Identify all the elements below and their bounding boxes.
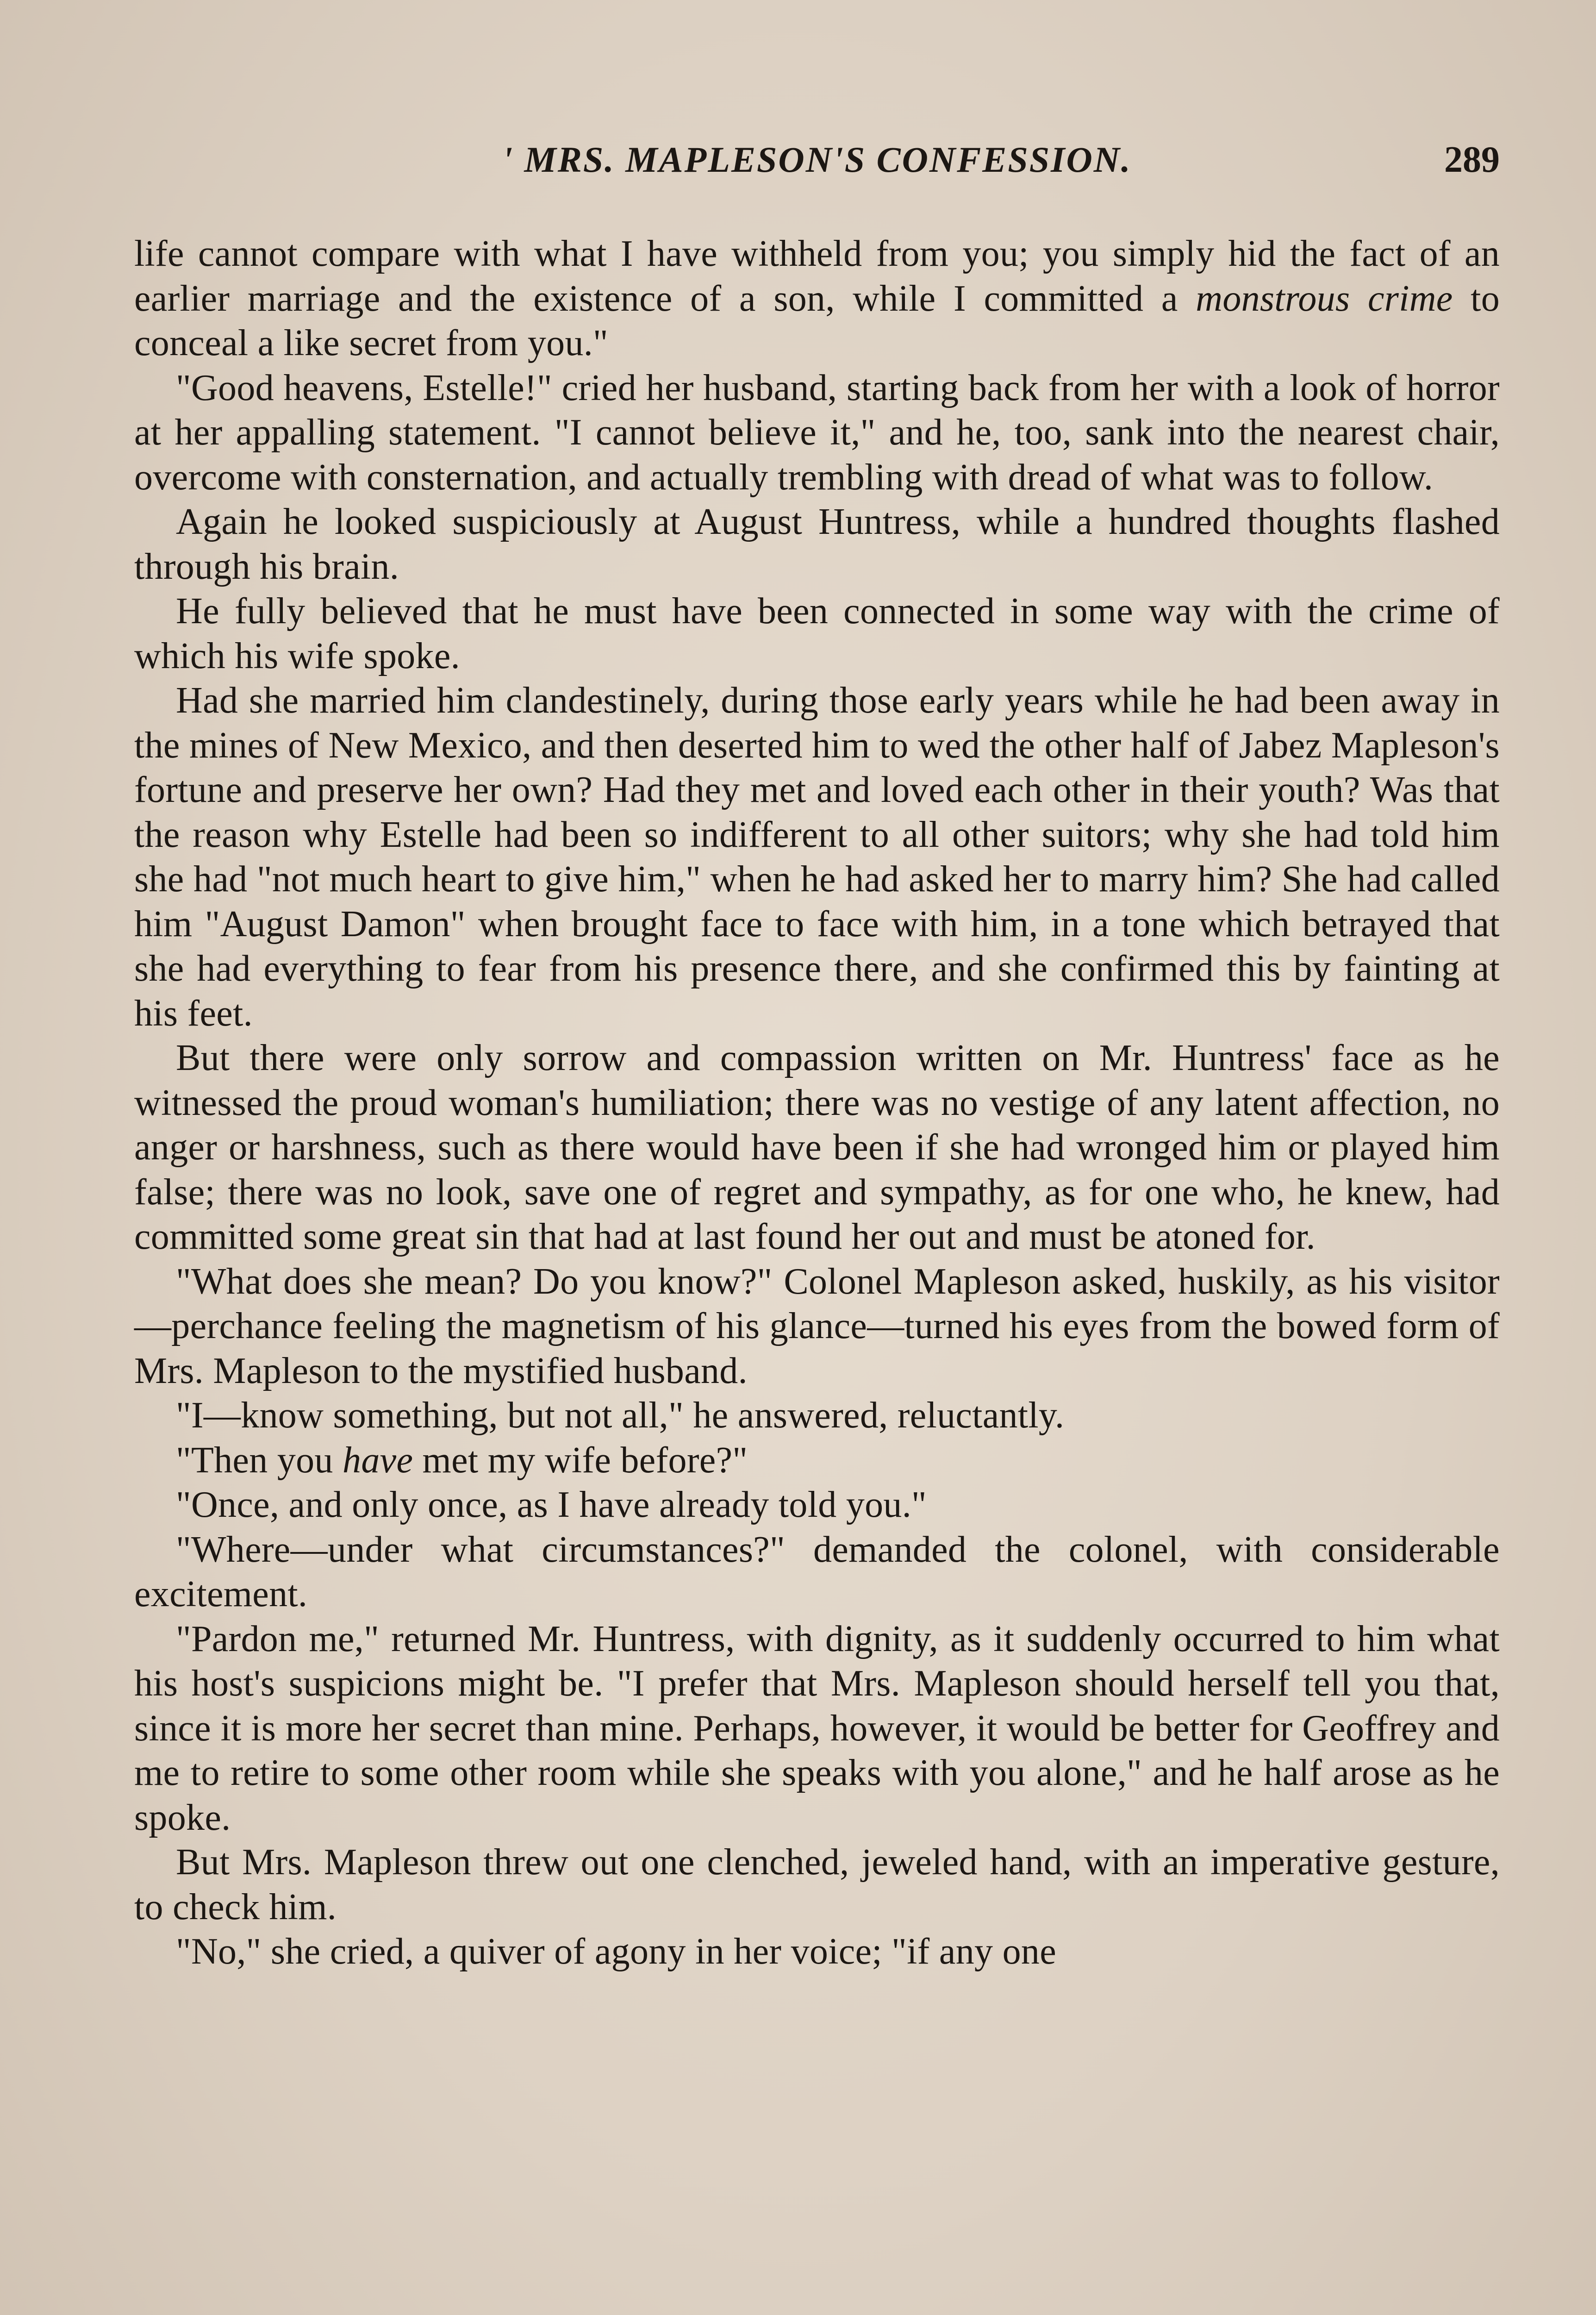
paragraph: "I—know something, but not all," he answered, reluctantly. (176, 1395, 1065, 1436)
paragraph: But there were only sorrow and compassion written on Mr. Huntress' face as he witnessed the proud woman's humiliation; there was no vestige of any latent affection, no anger or harshness, such as there would have been if she had wronged him or played him false; there was no look, save one of regret and sympathy, as for one who, he knew, had committed some great sin that had at last found her out and must be atoned for. (134, 1038, 1500, 1257)
paragraph (134, 232, 1500, 366)
paragraph: Again he looked suspiciously at August Huntress, while a hundred thoughts flashed through his brain. (134, 501, 1500, 587)
body-text (134, 232, 1500, 1974)
italic-span: have (343, 1439, 413, 1481)
running-head (134, 139, 1500, 190)
paragraph (134, 1438, 1500, 1483)
paragraph: But Mrs. Mapleson threw out one clenched, jeweled hand, with an imperative gesture, to check him. (134, 1842, 1500, 1927)
italic-span: monstrous crime (1196, 278, 1453, 319)
text-span: life cannot compare with what I have withheld from you; you simply hid the fact of an earlier marriage and the existence of a son, while I committed a (134, 233, 1500, 319)
paragraph: "Good heavens, Estelle!" cried her husband, starting back from her with a look of horror at her appalling statement. "I cannot believe it," and he, too, sank into the nearest chair, overcome with consternation, and actually trembling with dread of what was to follow. (134, 367, 1500, 498)
paragraph: "Pardon me," returned Mr. Huntress, with dignity, as it suddenly occurred to him what his host's suspicions might be. "I prefer that Mrs. Mapleson should herself tell you that, since it is more her secret than mine. Perhaps, however, it would be better for Geoffrey and me to retire to some other room while she speaks with you alone," and he half arose as he spoke. (134, 1618, 1500, 1838)
running-title: ' MRS. MAPLESON'S CONFESSION. (502, 139, 1132, 180)
paragraph: "No," she cried, a quiver of agony in her voice; "if any one (176, 1931, 1057, 1972)
paragraph: "Once, and only once, as I have already told you." (176, 1484, 927, 1525)
paragraph: Had she married him clandestinely, during those early years while he had been away in the mines of New Mexico, and then deserted him to wed the other half of Jabez Mapleson's fortune and preserve her own? Had they met and loved each other in their youth? Was that the reason why Estelle had been so indifferent to all other suitors; why she had told him she had "not much heart to give him," when he had asked her to marry him? She had called him "August Damon" when brought face to face with him, in a tone which betrayed that she had everything to fear from his presence there, and she confirmed this by fainting at his feet. (134, 680, 1500, 1034)
paragraph: "What does she mean? Do you know?" Colonel Mapleson asked, huskily, as his visitor—perchance feeling the magnetism of his glance—turned his eyes from the bowed form of Mrs. Mapleson to the mystified husband. (134, 1261, 1500, 1391)
paragraph: He fully believed that he must have been connected in some way with the crime of which his wife spoke. (134, 591, 1500, 676)
page-number: 289 (1444, 139, 1500, 180)
text-span: to conceal a like secret from you." (134, 278, 1500, 363)
text-span: "Then you (176, 1439, 343, 1481)
paragraph: "Where—under what circumstances?" demanded the colonel, with considerable excitement. (134, 1529, 1500, 1614)
text-span: met my wife before?" (413, 1439, 748, 1481)
